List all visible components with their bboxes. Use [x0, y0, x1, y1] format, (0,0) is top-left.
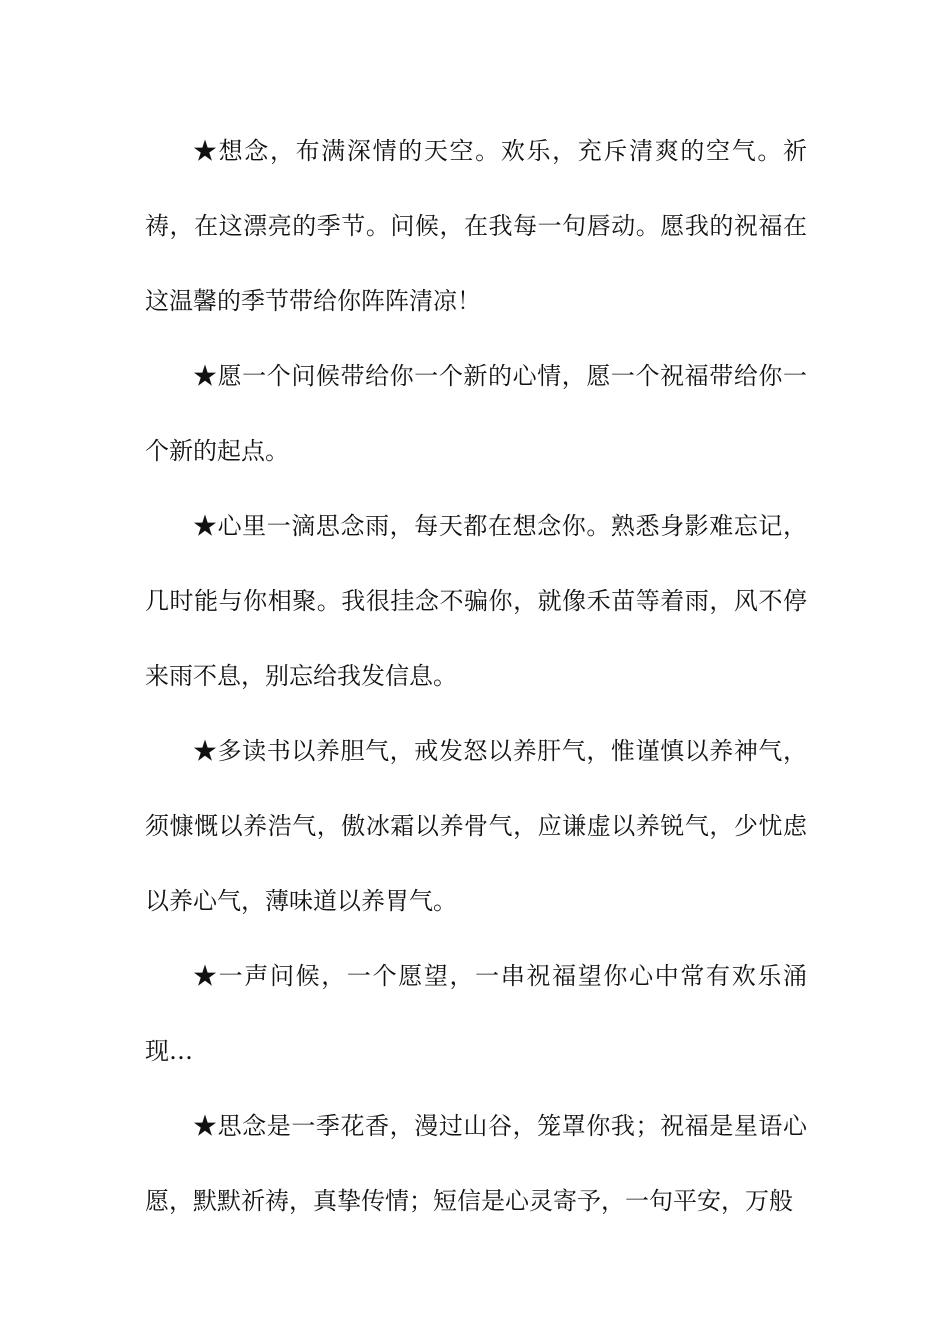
- document-body: [145, 114, 807, 1239]
- paragraph-4: ★多读书以养胆气，戒发怒以养肝气，惟谨慎以养神气，须慷慨以养浩气，傲冰霜以养骨气，应谦虚以养锐气，少忧虑以养心气，薄味道以养胃气。: [145, 737, 807, 915]
- paragraph-5: ★一声问候，一个愿望，一串祝福望你心中常有欢乐涌现…: [145, 962, 807, 1065]
- paragraph-3: ★心里一滴思念雨，每天都在想念你。熟悉身影难忘记，几时能与你相聚。我很挂念不骗你，就像禾苗等着雨，风不停来雨不息，别忘给我发信息。: [145, 512, 807, 690]
- paragraph-2: ★愿一个问候带给你一个新的心情，愿一个祝福带给你一个新的起点。: [145, 362, 807, 465]
- paragraph-6: ★思念是一季花香，漫过山谷，笼罩你我；祝福是星语心愿，默默祈祷，真挚传情；短信是心灵寄予，一句平安，万般: [145, 1112, 807, 1215]
- paragraph-1: ★想念，布满深情的天空。欢乐，充斥清爽的空气。祈祷，在这漂亮的季节。问候，在我每一句唇动。愿我的祝福在这温馨的季节带给你阵阵清凉！: [145, 137, 807, 315]
